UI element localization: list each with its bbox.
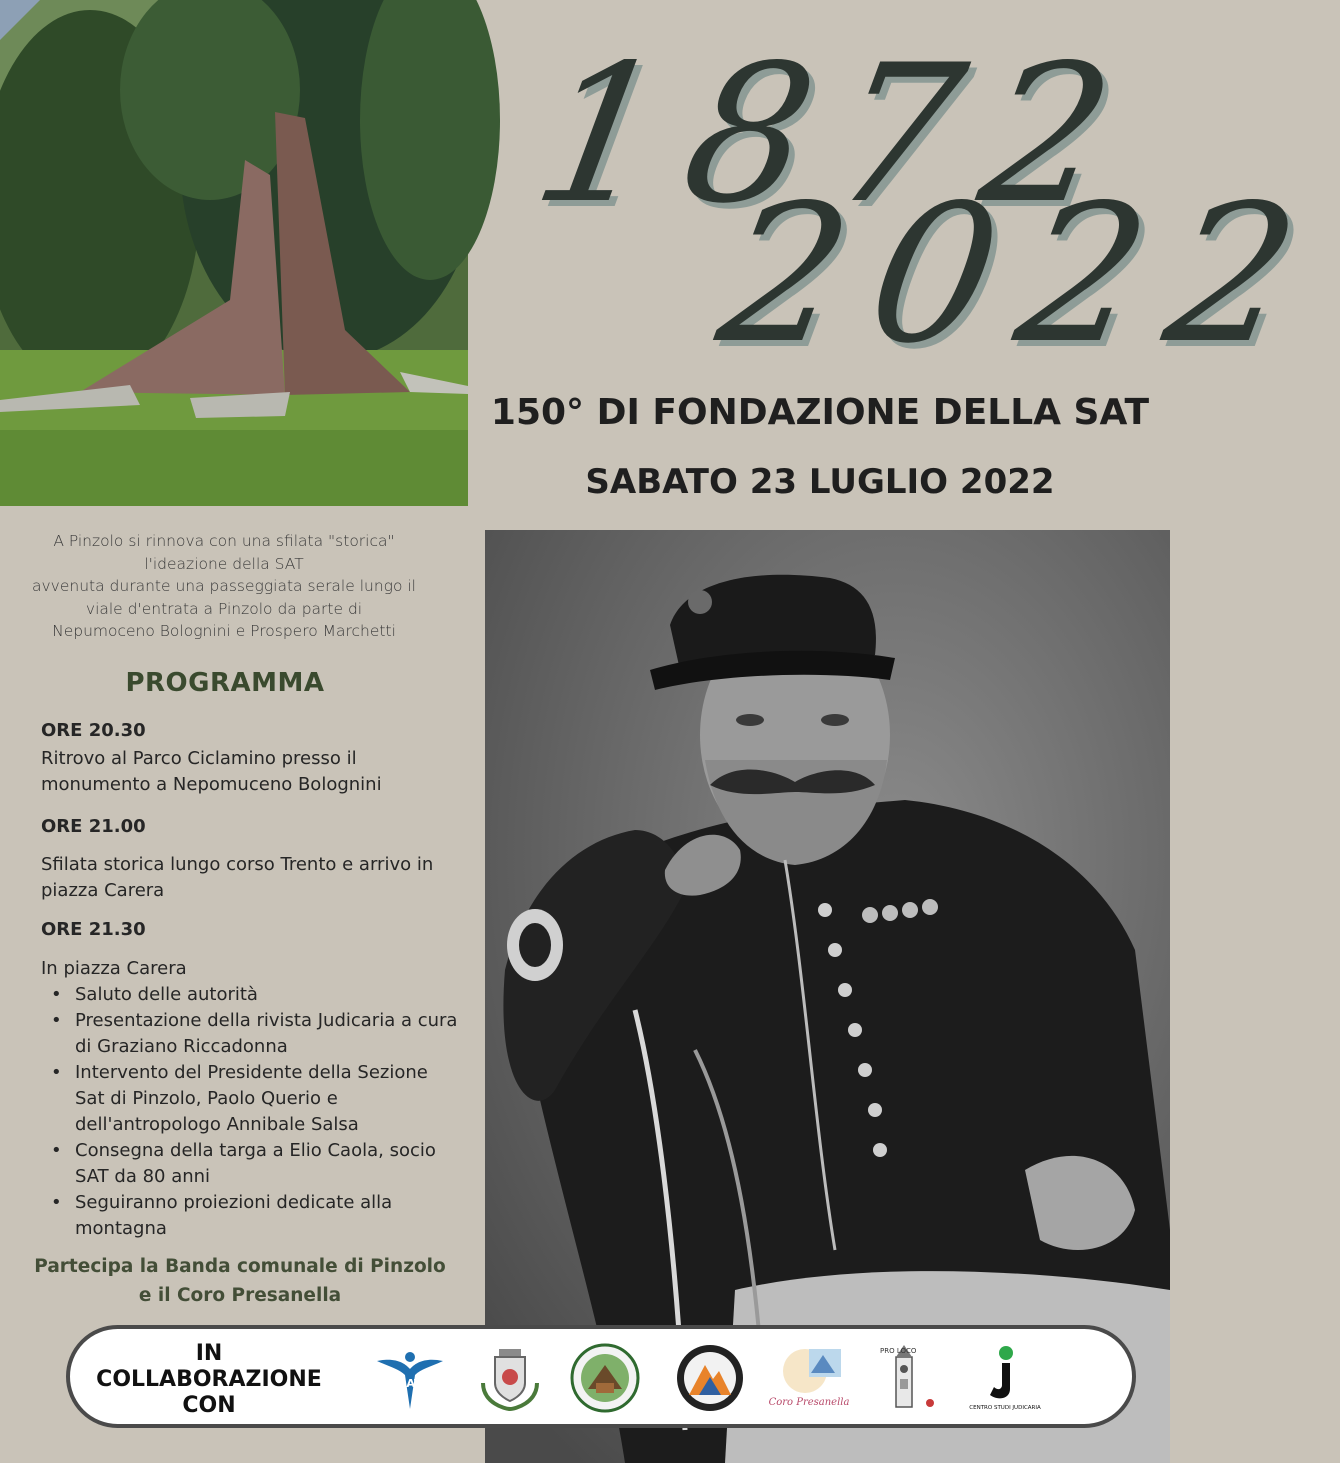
pro-loco-pinzolo-logo bbox=[870, 1343, 940, 1413]
intro-text bbox=[10, 530, 438, 643]
collaboration-label bbox=[84, 1341, 334, 1419]
intro-line: A Pinzolo si rinnova con una sfilata "storica" bbox=[53, 532, 395, 550]
year-1872: 1872 bbox=[520, 24, 1156, 245]
anniversary-years bbox=[500, 24, 1340, 385]
year-2022: 2022 bbox=[705, 164, 1340, 385]
program-description: Ritrovo al Parco Ciclamino presso il monumento a Nepomuceno Bolognini bbox=[41, 748, 382, 795]
band-line: e il Coro Presanella bbox=[138, 1285, 342, 1306]
list-item: • Seguiranno proiezioni dedicate alla montagna bbox=[41, 1190, 461, 1242]
coro-presanella-logo bbox=[768, 1343, 850, 1413]
svg-text:PRO LOCO: PRO LOCO bbox=[880, 1347, 917, 1355]
list-item: • Intervento del Presidente della Sezione Sat di Pinzolo, Paolo Querio e dell'antropologo Annibale Salsa bbox=[41, 1060, 461, 1138]
historical-portrait bbox=[485, 530, 1170, 1463]
program-time: ORE 21.30 bbox=[41, 919, 146, 940]
collab-line: CON bbox=[182, 1393, 236, 1418]
collab-line: COLLABORAZIONE bbox=[96, 1367, 322, 1392]
collaboration-banner bbox=[66, 1325, 1136, 1428]
band-line: Partecipa la Banda comunale di Pinzolo bbox=[34, 1256, 446, 1277]
event-date: SABATO 23 LUGLIO 2022 bbox=[585, 462, 1055, 502]
intro-line: viale d'entrata a Pinzolo da parte di bbox=[85, 599, 363, 618]
intro-line: Nepumoceno Bolognini e Prospero Marchetti bbox=[52, 622, 396, 640]
intro-line: avvenuta durante una passeggiata serale lungo il bbox=[32, 577, 416, 595]
sat-eagle-logo bbox=[375, 1343, 445, 1413]
program-description: In piazza Carera bbox=[41, 958, 187, 979]
program-title: PROGRAMMA bbox=[125, 668, 325, 698]
list-item: • Consegna della targa a Elio Caola, socio SAT da 80 anni bbox=[41, 1138, 461, 1190]
list-item: • Presentazione della rivista Judicaria a cura di Graziano Riccadonna bbox=[41, 1008, 461, 1060]
program-description: Sfilata storica lungo corso Trento e arrivo in piazza Carera bbox=[41, 854, 434, 901]
gruppo-alpini-logo bbox=[570, 1343, 640, 1413]
mountain-circle-logo bbox=[675, 1343, 745, 1413]
coro-logo-text: Coro Presanella bbox=[768, 1397, 850, 1408]
band-note bbox=[0, 1252, 480, 1310]
intro-line: l'ideazione della SAT bbox=[144, 554, 304, 573]
monument-photo bbox=[0, 0, 468, 506]
judicaria-logo-text: CENTRO STUDI JUDICARIA bbox=[969, 1405, 1041, 1411]
list-item: • Saluto delle autorità bbox=[41, 982, 461, 1008]
centro-studi-judicaria-logo bbox=[970, 1343, 1040, 1413]
sat-logo-text: SAT bbox=[398, 1377, 422, 1390]
program-time: ORE 21.00 bbox=[41, 816, 146, 837]
headline: 150° DI FONDAZIONE DELLA SAT bbox=[490, 392, 1150, 433]
municipal-crest-logo bbox=[475, 1343, 545, 1413]
collab-line: IN bbox=[195, 1341, 223, 1366]
program-time: ORE 20.30 bbox=[41, 720, 146, 741]
program-bullet-list bbox=[41, 982, 461, 1242]
